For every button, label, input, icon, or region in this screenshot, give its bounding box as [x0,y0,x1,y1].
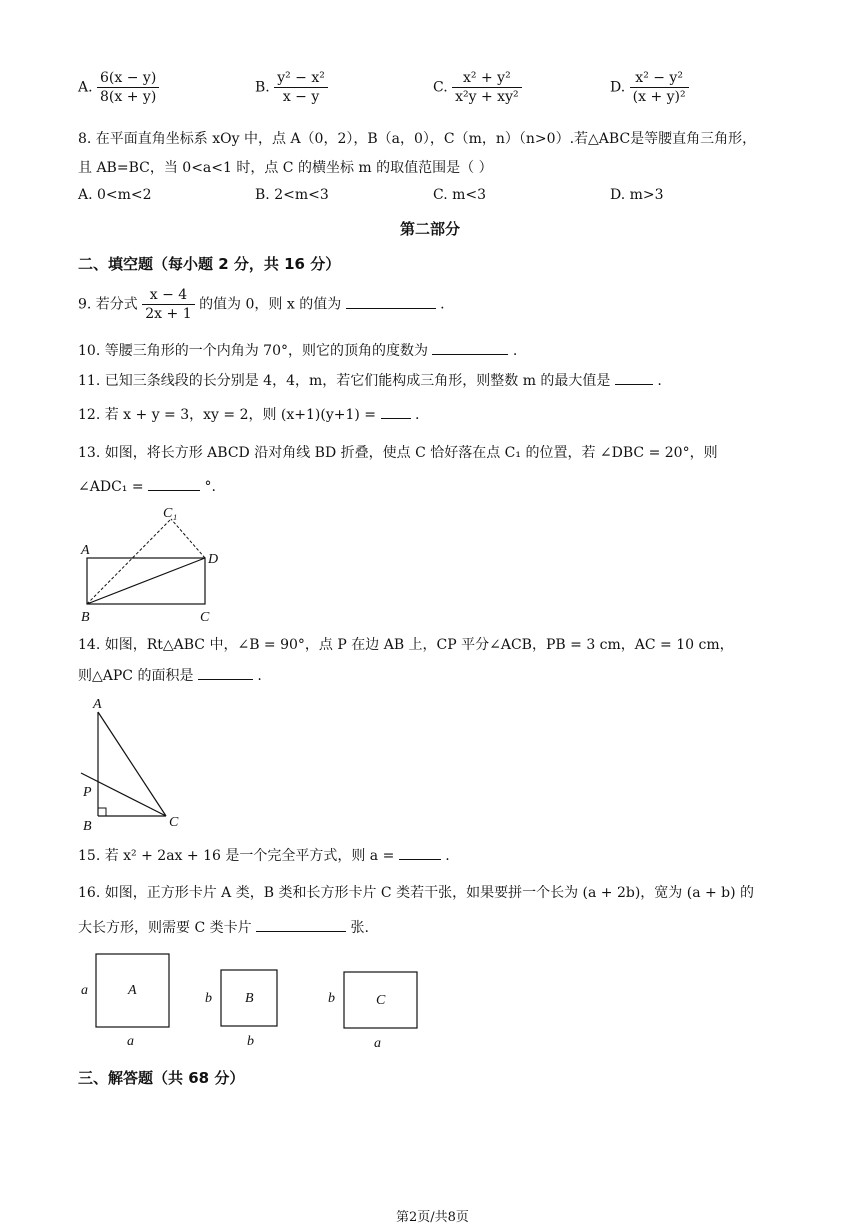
q9-answer-blank [346,294,436,309]
bisector-cp [81,773,166,816]
q7-option-c-fraction: $\frac{\text{x² + y²}}{\text{x²y + xy²}}$ [452,70,521,105]
q11-answer-blank [615,370,653,385]
q7-option-b-fraction: $\frac{\text{y² − x²}}{x - y}$ [274,70,328,105]
q7-option-d-label: D. [610,79,626,96]
fold-line-dc1 [171,519,205,558]
page-footer: 第2页/共8页 [396,1210,469,1225]
q9-fraction: $\frac{x - 4}{2x + 1}$ [142,287,194,322]
q15-text: 15. 若 x² + 2ax + 16 是一个完全平方式，则 a = [78,848,395,864]
q14-line2: 则△APC 的面积是 . [78,665,262,685]
q7-option-a [78,70,159,105]
q12: 12. 若 x + y = 3，xy = 2，则 (x+1)(y+1) = . [78,404,419,424]
card-b-label: B [245,991,254,1006]
card-c-label: C [376,993,386,1008]
q8-option-a: A. 0<m<2 [78,187,152,203]
q8-line1: 8. 在平面直角坐标系 xOy 中，点 A（0，2），B（a，0），C（m，n）（n>0）.若△ABC是等腰直角三角形， [78,131,757,147]
q14-figure [75,692,195,837]
q7-option-b-label: B. [255,79,270,96]
side-ac [98,712,166,816]
label-c: C [200,610,210,625]
q12-answer-blank [381,404,411,419]
card-c-side-label: b [328,991,335,1006]
q10: 10. 等腰三角形的一个内角为 70°，则它的顶角的度数为 . [78,340,517,360]
card-a-side-label: a [81,983,88,998]
diagonal-bd [87,558,205,604]
label-a: A [81,543,90,558]
q13-figure [75,505,235,625]
q13-line2: ∠ADC₁ = °. [78,476,216,495]
q7-option-a-label: A. [78,79,93,96]
q15: 15. 若 x² + 2ax + 16 是一个完全平方式，则 a = . [78,845,450,865]
card-a-label: A [128,983,137,998]
card-a-bottom-label: a [127,1034,134,1049]
q8-option-b: B. 2<m<3 [255,187,329,203]
label-b: B [81,610,90,625]
q9-suffix: 的值为 0，则 x 的值为 [199,296,342,313]
q7-option-d-fraction: $\frac{\text{x² − y²}}{\text{(x + y)²}}$ [630,70,689,105]
q13-answer-blank [148,476,200,491]
q13-line1: 13. 如图，将长方形 ABCD 沿对角线 BD 折叠，使点 C 恰好落在点 C₁ 的位置，若 ∠DBC = 20°，则 [78,445,718,461]
label-p: P [83,785,92,800]
q7-option-a-fraction: $\frac{6(x - y)}{8(x + y)}$ [97,70,159,105]
q14-line1: 14. 如图，Rt△ABC 中，∠B = 90°，点 P 在边 AB 上，CP 平分∠ACB，PB = 3 cm，AC = 10 cm， [78,637,734,653]
q7-option-c-label: C. [433,79,448,96]
q9: 9. 若分式 $\frac{x - 4}{2x + 1}$ 的值为 0，则 x 的值为 . [78,287,445,323]
q11: 11. 已知三条线段的长分别是 4，4，m，若它们能构成三角形，则整数 m 的最大值是 . [78,370,662,390]
card-c-bottom-label: a [374,1036,381,1051]
q8-option-d: D. m>3 [610,187,664,203]
part-title: 第二部分 [400,220,461,238]
q9-prefix: 9. 若分式 [78,296,138,313]
q15-answer-blank [399,845,441,860]
label-c: C [169,815,179,830]
q8-option-c: C. m<3 [433,187,487,203]
section2-title: 二、填空题（每小题 2 分，共 16 分） [78,255,341,273]
section3-title: 三、解答题（共 68 分） [78,1069,245,1087]
label-d: D [208,552,219,567]
q16-answer-blank [256,917,346,932]
q10-text: 10. 等腰三角形的一个内角为 70°，则它的顶角的度数为 [78,343,428,359]
label-a: A [93,697,102,712]
card-b-side-label: b [205,991,212,1006]
q10-answer-blank [432,340,508,355]
label-b: B [83,819,92,834]
q16-figure [75,948,435,1056]
label-c1: C₁ [163,506,178,521]
q16-line1: 16. 如图，正方形卡片 A 类，B 类和长方形卡片 C 类若干张，如果要拼一个长为 (a + 2b)，宽为 (a + b) 的 [78,885,755,901]
fold-line-bc1 [87,519,171,604]
q7-option-d [610,70,689,105]
q7-option-b [255,70,328,105]
q7-option-c [433,70,522,105]
q11-text: 11. 已知三条线段的长分别是 4，4，m，若它们能构成三角形，则整数 m 的最大值是 [78,373,611,389]
right-angle-mark [98,808,106,816]
q14-answer-blank [198,665,253,680]
q8-line2: 且 AB=BC，当 0<a<1 时，点 C 的横坐标 m 的取值范围是（ ） [78,160,493,176]
q16-line2: 大长方形，则需要 C 类卡片 张. [78,917,369,937]
card-b-bottom-label: b [247,1034,254,1049]
q12-text: 12. 若 x + y = 3，xy = 2，则 (x+1)(y+1) = [78,407,377,423]
